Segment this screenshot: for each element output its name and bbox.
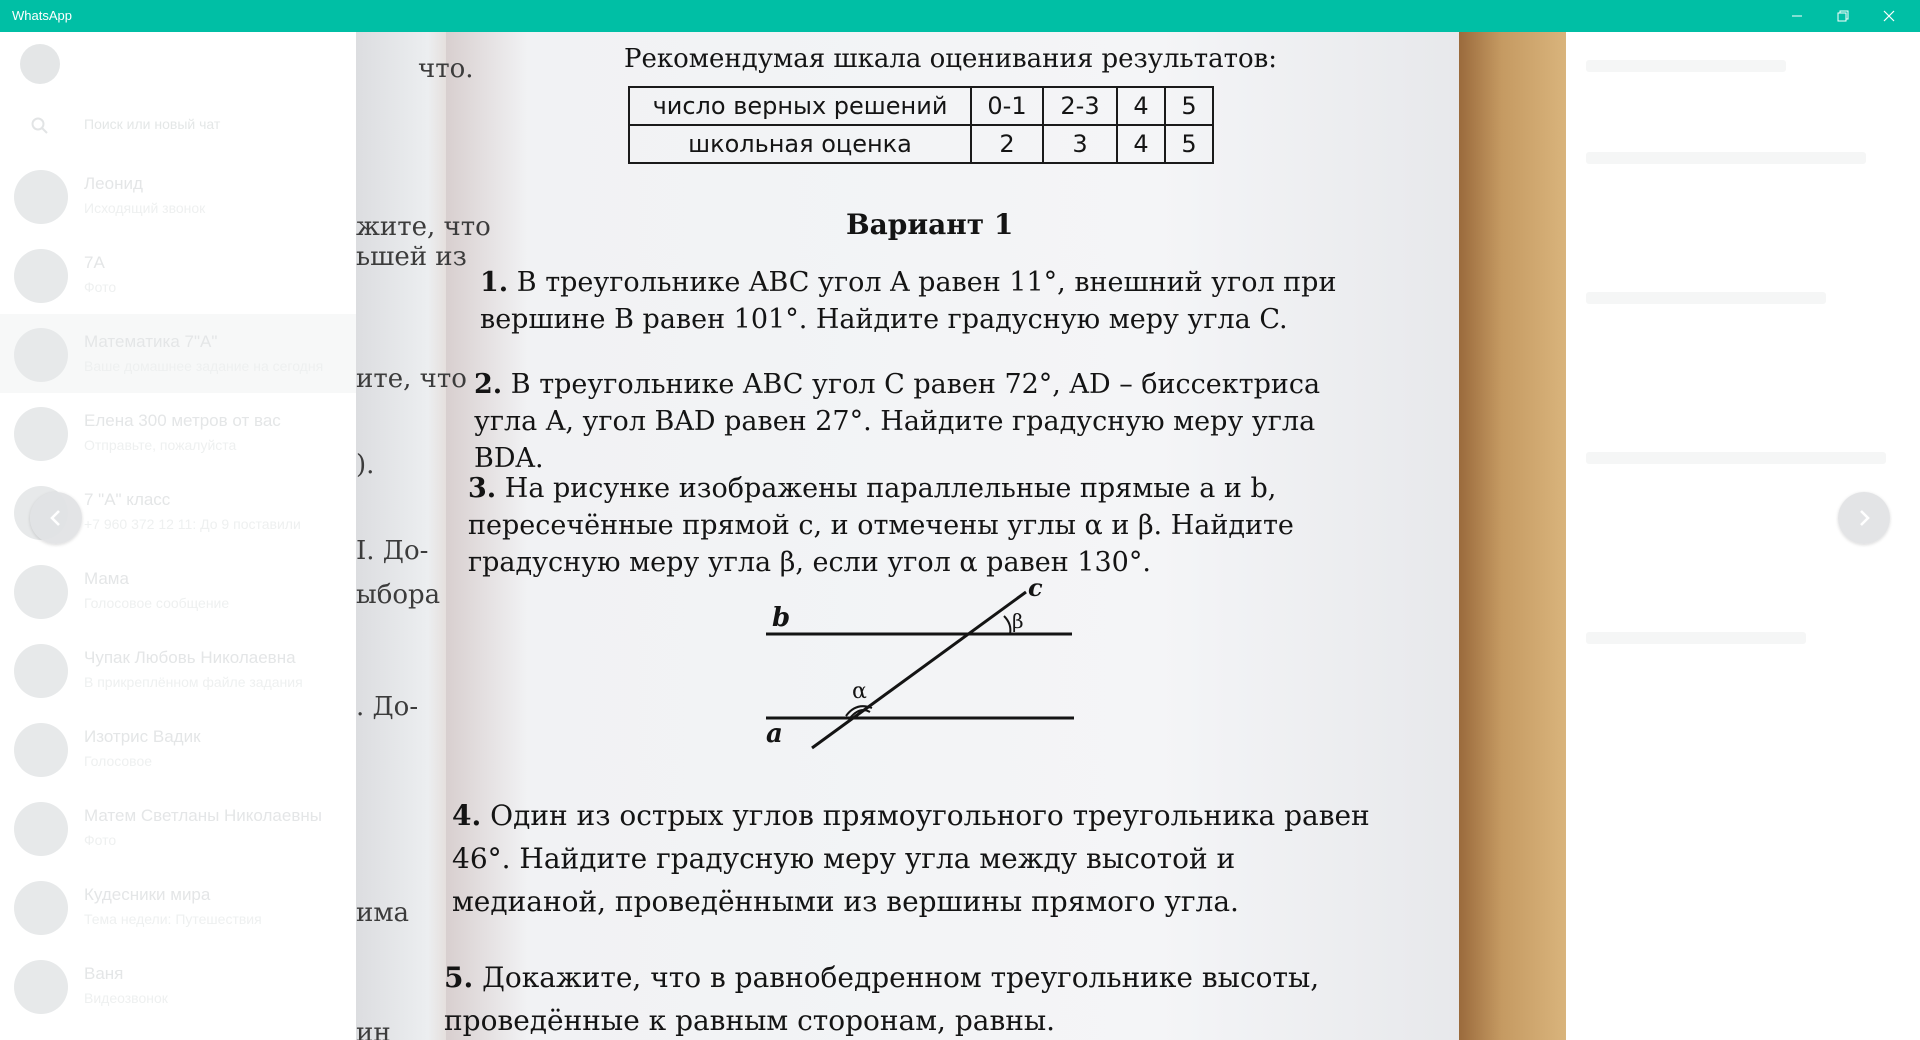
- figure-label: c: [1028, 576, 1043, 602]
- task-5: [444, 956, 1394, 1040]
- table-row: [629, 87, 1213, 125]
- chat-name: Матем Светланы Николаевны: [84, 806, 322, 825]
- next-image-button[interactable]: [1838, 492, 1890, 544]
- table-surface: [1459, 32, 1566, 1040]
- task-number: 5.: [444, 961, 474, 994]
- chat-preview: +7 960 372 12 11: До 9 поставили: [84, 516, 301, 532]
- message-bubble: [1586, 632, 1806, 644]
- table-cell: число верных решений: [629, 87, 971, 125]
- figure-label: b: [772, 603, 791, 633]
- message-bubble: [1586, 452, 1886, 464]
- avatar[interactable]: [20, 44, 60, 84]
- task-text: В треугольнике ABC угол C равен 72°, AD – биссектриса угла A, угол BAD равен 27°. Найдите градусную меру угла BDA.: [474, 369, 1321, 474]
- table-row: [629, 125, 1213, 163]
- page-fragment: . До-: [356, 692, 419, 722]
- variant-title: Вариант 1: [846, 208, 1014, 241]
- scale-title: Рекомендумая шкала оценивания результатов:: [624, 44, 1278, 74]
- restore-icon: [1837, 10, 1849, 22]
- table-cell: 2-3: [1043, 87, 1117, 125]
- chat-preview: В прикреплённом файле задания: [84, 674, 303, 690]
- avatar: [14, 170, 68, 224]
- line-c: [812, 592, 1026, 748]
- task-text: На рисунке изображены параллельные прямые a и b, пересечённые прямой c, и отмечены углы α и β. Найдите градусную меру угла β, если угол α равен 130°.: [468, 473, 1294, 578]
- message-bubble: [1586, 292, 1826, 304]
- avatar: [14, 960, 68, 1014]
- task-number: 4.: [452, 799, 482, 832]
- chat-preview: Голосовое сообщение: [84, 595, 230, 611]
- chat-preview: Фото: [84, 279, 117, 295]
- page-fragment: жите, что: [356, 212, 491, 242]
- avatar: [14, 328, 68, 382]
- chat-list-item[interactable]: [0, 393, 356, 472]
- chevron-right-icon: [1854, 508, 1874, 528]
- chat-preview: Видеозвонок: [84, 990, 168, 1006]
- task-3: [468, 470, 1384, 581]
- chat-name: Математика 7"А": [84, 332, 218, 351]
- chat-preview: Отправьте, пожалуйста: [84, 437, 237, 453]
- task-number: 2.: [474, 369, 503, 400]
- chat-list-item[interactable]: [0, 630, 356, 709]
- avatar: [14, 644, 68, 698]
- avatar: [14, 723, 68, 777]
- grade-table: [628, 86, 1214, 164]
- figure-label: β: [1012, 609, 1024, 633]
- chat-name: Чупак Любовь Николаевна: [84, 648, 296, 667]
- chat-name: 7 "А" класс: [84, 490, 171, 509]
- chat-name: Леонид: [84, 174, 143, 193]
- chat-list-item[interactable]: [0, 314, 356, 393]
- chat-preview: Фото: [84, 832, 117, 848]
- title-bar: [0, 0, 1920, 32]
- avatar: [14, 881, 68, 935]
- close-button[interactable]: [1866, 0, 1912, 32]
- avatar: [14, 249, 68, 303]
- table-cell: 5: [1165, 87, 1213, 125]
- task-text: Докажите, что в равнобедренном треугольнике высоты, проведённые к равным сторонам, равны.: [444, 961, 1320, 1037]
- chat-list-item[interactable]: [0, 946, 356, 1025]
- conversation-header: [1586, 60, 1786, 72]
- avatar: [14, 565, 68, 619]
- chat-name: Кудесники мира: [84, 885, 211, 904]
- chat-preview: Тема недели: Путешествия: [84, 911, 262, 927]
- search-icon: [30, 116, 50, 136]
- figure-label: α: [852, 679, 867, 704]
- page-fragment: ите, что: [356, 364, 467, 394]
- page-fragment: I. До-: [356, 536, 429, 566]
- page-fragment: что.: [418, 54, 474, 84]
- table-cell: 4: [1117, 87, 1165, 125]
- task-4: [452, 794, 1392, 923]
- page-fragment: ).: [356, 450, 375, 480]
- restore-button[interactable]: [1820, 0, 1866, 32]
- chat-list-item[interactable]: [0, 867, 356, 946]
- minimize-icon: [1791, 10, 1803, 22]
- task-text: В треугольнике ABC угол A равен 11°, внешний угол при вершине B равен 101°. Найдите градусную меру угла C.: [480, 267, 1337, 335]
- chat-name: Елена 300 метров от вас: [84, 411, 281, 430]
- chat-list-item[interactable]: [0, 788, 356, 867]
- minimize-button[interactable]: [1774, 0, 1820, 32]
- avatar: [14, 802, 68, 856]
- app-title: WhatsApp: [12, 8, 72, 23]
- table-cell: школьная оценка: [629, 125, 971, 163]
- previous-image-button[interactable]: [30, 492, 82, 544]
- figure-label: a: [766, 719, 783, 749]
- chat-list-item[interactable]: [0, 551, 356, 630]
- table-cell: 5: [1165, 125, 1213, 163]
- page-fragment: ыбора: [356, 580, 441, 610]
- task-number: 3.: [468, 473, 497, 504]
- chat-preview: Голосовое: [84, 753, 153, 769]
- search-input[interactable]: Поиск или новый чат: [84, 116, 221, 132]
- task-number: 1.: [480, 267, 509, 298]
- avatar: [14, 407, 68, 461]
- table-cell: 3: [1043, 125, 1117, 163]
- sidebar-header: [0, 32, 356, 96]
- chevron-left-icon: [46, 508, 66, 528]
- chat-name: 7А: [84, 253, 105, 272]
- table-cell: 2: [971, 125, 1043, 163]
- chat-list-item[interactable]: [0, 235, 356, 314]
- close-icon: [1883, 10, 1895, 22]
- chat-list: [0, 156, 356, 1025]
- angle-beta-arc: [1004, 616, 1010, 634]
- page-fragment: ьшей из: [356, 242, 467, 272]
- chat-name: Ваня: [84, 964, 124, 983]
- task-2: [474, 366, 1380, 477]
- search-row[interactable]: [0, 96, 356, 156]
- task-text: Один из острых углов прямоугольного треугольника равен 46°. Найдите градусную меру угла между высотой и медианой, проведёнными из вершины прямого угла.: [452, 799, 1370, 918]
- table-cell: 0-1: [971, 87, 1043, 125]
- table-cell: 4: [1117, 125, 1165, 163]
- chat-name: Мама: [84, 569, 129, 588]
- chat-preview: Ваше домашнее задание на сегодня: [84, 358, 324, 374]
- message-bubble: [1586, 152, 1866, 164]
- page-fragment: има: [356, 898, 410, 928]
- chat-list-item[interactable]: [0, 156, 356, 235]
- page-fragment: ин: [356, 1018, 391, 1040]
- chat-name: Изотрис Вадик: [84, 727, 201, 746]
- parallel-lines-figure: [756, 576, 1096, 756]
- chat-preview: Исходящий звонок: [84, 200, 206, 216]
- chat-list-item[interactable]: [0, 709, 356, 788]
- image-viewer-photo[interactable]: [356, 32, 1566, 1040]
- task-1: [480, 264, 1380, 338]
